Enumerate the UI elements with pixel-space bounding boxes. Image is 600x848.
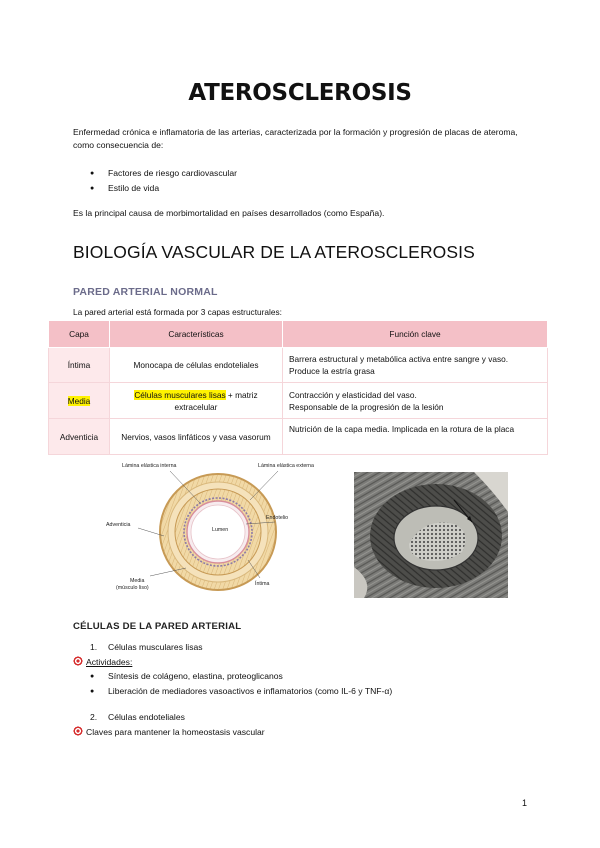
label-lumen: Lumen xyxy=(212,527,229,533)
table-cell-layer: Íntima xyxy=(49,348,110,383)
intro-note: Es la principal causa de morbimortalidad en países desarrollados (como España). xyxy=(73,208,385,218)
function-text-extra: Produce la estría grasa xyxy=(289,366,375,376)
function-text: Contracción y elasticidad del vaso. xyxy=(289,389,417,400)
table-cell-features xyxy=(110,383,283,419)
table-header-row xyxy=(49,321,548,348)
activities-list xyxy=(90,669,392,699)
intro-paragraph: Enfermedad crónica e inflamatoria de las arterias, caracterizada por la formación y progresión de placas de ateroma, como consecuencia de: xyxy=(73,127,518,150)
cells-list-2 xyxy=(90,712,185,722)
features-text: Monocapa de células endoteliales xyxy=(133,360,259,370)
cell-type-name: Células musculares lisas xyxy=(108,642,203,652)
table-intro: La pared arterial está formada por 3 capas estructurales: xyxy=(73,307,282,317)
table-cell-layer xyxy=(49,383,110,419)
label-media-sub: (músculo liso) xyxy=(116,585,149,591)
label-adventitia: Adventicia xyxy=(106,522,131,528)
highlighted-text: Media xyxy=(67,395,91,406)
label-intima: Íntima xyxy=(255,581,270,587)
table-cell-function xyxy=(283,419,548,455)
list-item: 2. Células endoteliales xyxy=(90,712,185,722)
list-item: ● Estilo de vida xyxy=(90,181,237,196)
list-item: 1. Células musculares lisas xyxy=(90,642,203,652)
cell-type-name: Células endoteliales xyxy=(108,712,185,722)
table-row xyxy=(49,419,548,455)
list-item: ● Liberación de mediadores vasoactivos e inflamatorios (como IL-6 y TNF-α) xyxy=(90,684,392,699)
label-external-lamina: Lámina elástica externa xyxy=(258,463,314,469)
list-item: ● Síntesis de colágeno, elastina, proteoglicanos xyxy=(90,669,392,684)
target-icon xyxy=(73,656,83,666)
cells-list-1 xyxy=(90,642,203,652)
table-header-cell: Capa xyxy=(49,321,110,348)
list-item: ● Factores de riesgo cardiovascular xyxy=(90,166,237,181)
function-text-extra: Responsable de la progresión de la lesión xyxy=(289,401,444,412)
table-row xyxy=(49,383,548,419)
subsection-title: PARED ARTERIAL NORMAL xyxy=(73,286,218,298)
page-title: ATEROSCLEROSIS xyxy=(188,80,412,106)
target-icon xyxy=(73,726,83,736)
endothelial-note xyxy=(73,726,265,737)
activities-label: Actividades: xyxy=(86,657,133,667)
label-endothelium: Endotelio xyxy=(266,515,289,521)
histology-image xyxy=(354,472,508,598)
table-cell-features xyxy=(110,419,283,455)
table-cell-layer: Adventicia xyxy=(49,419,110,455)
endothelial-note-text: Claves para mantener la homeostasis vascular xyxy=(86,727,265,737)
layers-table xyxy=(48,320,548,455)
table-header-cell: Función clave xyxy=(283,321,548,348)
page-number: 1 xyxy=(522,798,528,808)
highlighted-text: Células musculares lisas xyxy=(134,389,226,400)
table-cell-features xyxy=(110,348,283,383)
intro-bullet-list xyxy=(90,166,237,196)
function-text: Nutrición de la capa media. Implicada en la rotura de la placa xyxy=(289,424,515,434)
label-media: Media xyxy=(130,578,145,584)
features-text-extra: + matriz extracelular xyxy=(174,389,258,412)
table-header-cell: Características xyxy=(110,321,283,348)
activities-heading xyxy=(73,656,132,667)
cells-section-title: CÉLULAS DE LA PARED ARTERIAL xyxy=(73,621,242,632)
table-cell-function xyxy=(283,348,548,383)
function-text: Barrera estructural y metabólica activa entre sangre y vaso. xyxy=(289,354,509,364)
artery-diagram xyxy=(100,458,335,598)
table-row xyxy=(49,348,548,383)
label-internal-lamina: Lámina elástica interna xyxy=(122,463,177,469)
table-cell-function xyxy=(283,383,548,419)
section-title: BIOLOGÍA VASCULAR DE LA ATEROSCLEROSIS xyxy=(73,242,475,262)
features-text: Nervios, vasos linfáticos y vasa vasorum xyxy=(121,431,271,442)
